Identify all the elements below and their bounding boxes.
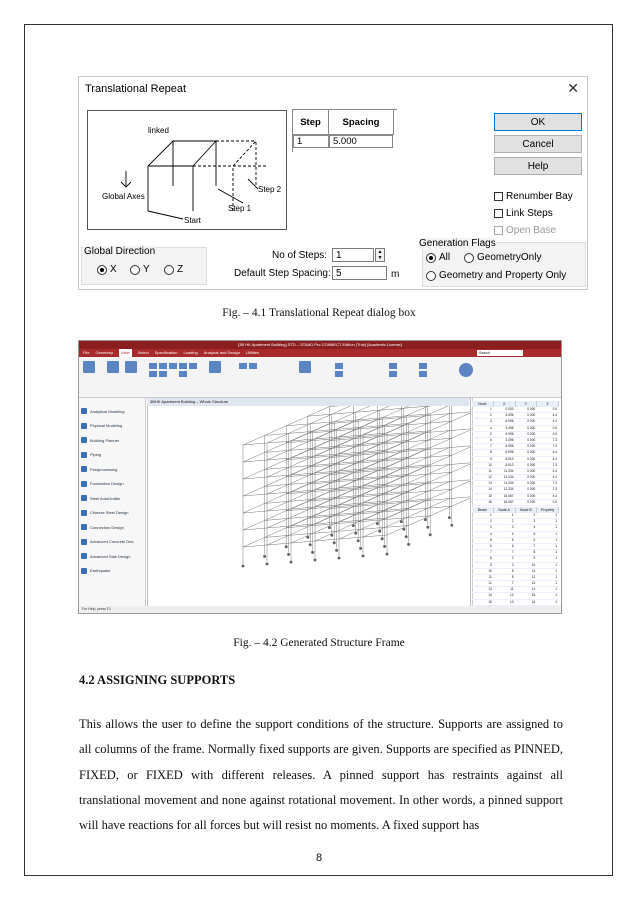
support-node [330,534,333,537]
table-cell: 0.000 [527,444,536,449]
sidebar-item-label: Chinese Steel Design [90,510,129,515]
support-node [333,541,336,544]
table-cell: 2 [511,519,514,524]
menu-item[interactable]: Utilities [245,350,259,355]
sidebar-item[interactable] [81,479,124,489]
default-step-spacing-input[interactable]: 5 [332,266,387,280]
support-node [287,553,290,556]
default-step-spacing-label: Default Step Spacing: [234,268,331,279]
column-header: Y [516,401,538,407]
table-cell: 11.334 [503,468,514,473]
menu-item[interactable]: File [83,350,90,355]
table-cell: 2 [533,513,536,517]
close-icon[interactable]: ✕ [567,80,579,96]
app-status-bar: For Help, press F1 [79,606,561,613]
table-cell: 15 [509,612,514,614]
table-cell: 6 [511,543,514,548]
table-cell: 1 [555,550,557,555]
sidebar-item-label: Earthquake [90,568,111,573]
support-node [357,539,360,542]
support-node [242,565,245,568]
search-input[interactable]: Search [477,350,523,356]
table-cell: 16 [531,599,536,604]
table-cell: 3 [489,419,492,424]
workflow-icon [81,510,87,516]
table-cell: 1 [555,568,557,573]
table-cell: 11.334 [503,481,514,486]
table-cell: 17 [488,612,492,614]
workflow-icon [81,553,87,559]
ok-button[interactable]: OK [494,113,582,131]
diagram-label-global-axes: Global Axes [102,192,145,201]
table-cell: 3 [511,525,514,530]
support-node [378,530,381,533]
table-cell: 3.496 [505,413,514,418]
checkbox-box [494,226,503,235]
table-cell: 15 [488,493,492,498]
table-cell: 0.000 [527,481,536,486]
table-cell: 7 [489,444,492,449]
nodes-table [472,401,559,506]
radio-circle[interactable] [130,265,140,275]
figure-caption-1: Fig. – 4.1 Translational Repeat dialog box [222,307,416,319]
table-cell: 1 [511,513,514,517]
table-cell: 0.000 [527,456,536,461]
table-cell: 12 [531,574,536,579]
table-cell: 2 [489,413,492,418]
column-header: Beam [472,507,494,513]
viewport-tab[interactable]: 3BHK Apartment Building – Whole Structure [147,398,469,406]
workflow-icon [81,568,87,574]
table-cell: 0.000 [527,468,536,473]
column-header: Property [537,507,559,513]
support-node [266,563,269,566]
cell-spacing[interactable]: 5.000 [329,135,393,148]
frame-member [449,463,470,465]
table-cell: 6 [489,543,492,548]
support-node [426,526,429,529]
support-node [309,543,312,546]
radio-z[interactable] [164,264,183,275]
table-cell: 7 [511,581,514,586]
support-node [429,533,432,536]
column-header: Node B [516,507,538,513]
table-cell: 4.4 [552,413,557,418]
col-header-step: Step [293,110,329,135]
help-button[interactable]: Help [494,157,582,175]
table-cell: 14 [531,587,536,592]
table-cell: 12 [488,581,492,586]
sidebar-item-label: Advanced Slab Design [90,553,131,559]
sidebar-item-label: Foundation Design [90,481,124,486]
diagram-label-linked: linked [148,126,169,135]
table-cell: 1 [555,537,557,542]
table-cell: 4.4 [552,456,557,461]
workflow-icon [81,539,87,545]
table-cell: 8.913 [505,462,514,467]
table-cell: 14 [488,593,492,598]
table-cell: 0.0 [552,407,557,411]
app-sidebar [79,398,146,606]
table-cell: 0.000 [527,437,536,442]
table-cell: 1 [555,525,557,530]
table-cell: 9 [489,456,492,461]
no-of-steps-label: No of Steps: [272,250,328,261]
table-cell: 4 [489,425,492,430]
table-cell: 11 [531,568,536,573]
sidebar-item[interactable] [81,508,128,518]
no-of-steps-input[interactable]: 1 [332,248,374,262]
table-cell: 0.0 [552,425,557,430]
table-cell: 2 [511,556,514,561]
table-cell: 13.334 [503,475,514,480]
link-steps-label: Link Steps [506,208,553,219]
column-header: X [494,401,516,407]
table-cell: 11 [488,574,492,579]
table-cell: 6.996 [505,419,514,424]
table-cell: 13 [488,481,492,486]
table-row[interactable] [472,500,559,506]
frame-member [449,446,470,448]
table-cell: 6.996 [505,444,514,449]
table-cell: 7 [511,550,514,555]
workflow-icon [81,466,87,472]
table-cell: 1 [489,407,492,411]
table-cell: 0.000 [527,499,536,504]
table-cell: 16.067 [503,493,514,498]
radio-geometry-only-label: GeometryOnly [477,252,542,263]
table-cell: 4.4 [552,493,557,498]
table-cell: 1 [555,543,557,548]
checkbox-box[interactable] [494,192,503,201]
menu-item[interactable]: Loading [183,350,198,355]
support-node [405,535,408,538]
menu-item[interactable]: Geometry [95,350,114,355]
table-cell: 1 [555,556,557,561]
table-cell: 13 [509,599,514,604]
table-cell: 10 [488,568,492,573]
checkbox-box[interactable] [494,209,503,218]
sidebar-item[interactable] [81,537,134,547]
dialog-title: Translational Repeat [85,83,187,95]
radio-x-label: X [110,264,117,275]
table-cell: 1 [555,581,557,586]
table-cell: 1 [555,574,557,579]
staad-app-screenshot [78,340,562,614]
support-node [352,524,355,527]
column-header: Z [537,401,559,407]
table-cell: 5 [489,431,492,436]
menu-item[interactable]: View [121,350,130,355]
frame-member [449,429,470,431]
sidebar-item[interactable] [81,522,124,532]
table-cell: 16 [488,499,492,504]
workflow-icon [81,481,87,487]
support-node [359,547,362,550]
table-cell: 5 [511,537,514,542]
table-cell: 8 [489,450,492,455]
table-cell: 5 [511,568,514,573]
radio-circle[interactable] [97,265,107,275]
table-cell: 0.000 [527,475,536,480]
table-cell: 13 [488,587,492,592]
table-cell: 7.3 [552,437,557,442]
sidebar-item[interactable] [81,421,122,431]
spacing-unit: m [391,269,400,280]
table-cell: 7.3 [552,481,557,486]
table-cell: 0.000 [505,407,514,411]
table-cell: 8 [511,574,514,579]
table-cell: 18 [531,612,536,614]
workflow-icon [81,437,87,443]
table-cell: 7.3 [552,444,557,449]
support-node [354,532,357,535]
sidebar-item[interactable] [81,435,119,445]
table-cell: 10 [531,562,536,567]
support-node [376,522,379,525]
table-cell: 0.0 [552,499,557,504]
table-cell: 16.067 [503,499,514,504]
table-cell: 8 [533,550,536,555]
table-cell: 6.996 [505,450,514,455]
support-node [424,518,427,521]
radio-all-label: All [439,252,451,263]
support-node [448,516,451,519]
sidebar-item-label: Building Planner [90,437,120,443]
table-cell: 1 [555,519,557,524]
support-node [335,549,338,552]
sidebar-item[interactable] [81,406,124,416]
table-cell: 11 [510,587,514,592]
radio-circle[interactable] [164,265,174,275]
radio-geometry-only[interactable] [464,252,541,263]
table-cell: 5 [489,537,492,542]
renumber-bay-checkbox[interactable] [494,191,573,202]
section-heading: 4.2 ASSIGNING SUPPORTS [79,673,236,687]
table-cell: 4 [511,531,514,536]
steps-spinner[interactable]: ▲ ▼ [375,248,385,262]
table-cell: 1 [555,612,557,614]
table-cell: 3.496 [505,425,514,430]
table-cell: 1 [555,599,557,604]
table-cell: 1 [555,513,557,517]
support-node [290,561,293,564]
table-cell: 0.000 [527,462,536,467]
workflow-icon [81,524,87,530]
cell-step[interactable]: 1 [293,135,329,148]
radio-y-label: Y [143,264,150,275]
table-cell: 3.496 [505,437,514,442]
table-cell: 8 [489,556,492,561]
radio-circle[interactable] [426,253,436,263]
frame-member [449,412,470,414]
table-cell: 6 [489,437,492,442]
step-spacing-table [293,110,395,151]
support-node [306,536,309,539]
table-cell: 0.000 [527,425,536,430]
table-cell: 0.000 [527,431,536,436]
table-cell: 14 [488,487,492,492]
table-cell: 12 [488,475,492,480]
table-cell: 4.4 [552,475,557,480]
table-cell: 15 [488,599,492,604]
repeat-diagram [87,110,287,230]
table-cell: 9 [489,562,492,567]
table-cell: 0.000 [527,493,536,498]
table-cell: 4 [533,525,536,530]
global-direction-label: Global Direction [84,246,156,257]
diagram-label-start: Start [184,216,201,225]
table-cell: 11 [488,468,492,473]
table-cell: 1 [555,562,557,567]
body-paragraph: This allows the user to define the support conditions of the structure. Supports are assigned to all columns of the frame. Normally fixed supports are given. Supports are specified as PINNED, FIXED, or FIXED with different releases. A pinned support has restraints against all translational movement and none against rotational movement. In other words, a pinned support will have reactions for all forces but will resist no moments. A fixed support has [79,717,563,833]
diagram-label-step1: Step 1 [228,204,252,213]
generation-flags-label: Generation Flags [419,238,496,249]
table-cell: 8.913 [505,456,514,461]
support-node [400,520,403,523]
radio-circle[interactable] [464,253,474,263]
repeat-diagram-svg [88,111,286,229]
radio-geometry-property[interactable] [426,270,566,281]
support-node [381,537,384,540]
workflow-icon [81,423,87,429]
support-node [450,524,453,527]
table-cell: 13 [531,581,536,586]
sidebar-item-label: Piping [90,452,102,457]
table-cell: 7 [533,543,536,548]
table-cell: 15 [531,593,536,598]
radio-circle[interactable] [426,271,436,281]
support-node [386,553,389,556]
support-node [383,545,386,548]
table-cell: 0.000 [527,419,536,424]
table-cell: 10 [488,462,492,467]
table-cell: 12.334 [503,487,514,492]
table-cell: 0.000 [527,407,536,411]
workflow-icon [81,408,87,414]
sidebar-item-label: Analytical Modeling [90,408,125,414]
frame-member [449,497,470,499]
sidebar-item-label: Steel AutoDrafter [90,495,121,501]
table-cell: 0.000 [527,450,536,455]
link-steps-checkbox[interactable] [494,208,553,219]
table-cell: 1 [489,513,492,517]
support-node [407,543,410,546]
cancel-button[interactable]: Cancel [494,135,582,153]
sidebar-item-label: Advanced Concrete Des. [90,539,135,544]
table-cell: 4.4 [552,419,557,424]
sidebar-item[interactable] [81,551,130,561]
renumber-bay-label: Renumber Bay [506,191,573,202]
table-cell: 7.3 [552,462,557,467]
support-node [362,555,365,558]
ribbon-icons [79,357,561,397]
table-cell: 1 [555,587,557,592]
support-node [311,551,314,554]
workflow-icon [81,495,87,501]
support-node [338,557,341,560]
table-cell: 6.996 [505,431,514,436]
table-cell: 12 [509,593,514,598]
app-viewport[interactable] [147,398,471,608]
menu-item[interactable]: Select [137,350,149,355]
sidebar-item-label: Postprocessing [90,466,118,472]
table-cell: 0.000 [527,413,536,418]
column-header: Node [472,401,494,407]
support-node [314,559,317,562]
structure-frame-view [148,399,470,607]
table-cell: 5 [533,531,536,536]
support-node [402,528,405,531]
table-cell: 1 [555,593,557,598]
support-node [263,555,266,558]
support-node [285,545,288,548]
table-cell: 1 [555,531,557,536]
table-cell: 7.3 [552,487,557,492]
beams-table [472,507,559,614]
table-cell: 4 [489,531,492,536]
table-cell: 9 [533,556,536,561]
frame-member [449,480,470,482]
table-cell: 4.4 [552,468,557,473]
column-header: Node A [494,507,516,513]
radio-y[interactable] [130,264,150,275]
support-node [328,526,331,529]
menu-item[interactable]: Specification [154,350,178,355]
table-cell: 6 [533,537,536,542]
radio-x[interactable] [97,264,117,275]
figure-caption-2: Fig. – 4.2 Generated Structure Frame [233,637,405,649]
table-cell: 3 [511,562,514,567]
sidebar-item[interactable] [81,566,110,576]
sidebar-item-label: Physical Modeling [90,423,123,428]
radio-geometry-property-label: Geometry and Property Only [439,270,567,281]
sidebar-item-label: Connection Design [90,524,124,530]
sidebar-item[interactable] [81,464,117,474]
table-cell: 3 [489,525,492,530]
open-base-checkbox [494,225,556,236]
table-cell: 7 [489,550,492,555]
menu-item[interactable]: Analysis and Design [203,350,240,355]
table-cell: 0.0 [552,431,557,436]
radio-all[interactable] [426,252,450,263]
table-cell: 3 [533,519,536,524]
radio-z-label: Z [177,264,184,275]
sidebar-item[interactable] [81,493,120,503]
table-cell: 4.4 [552,450,557,455]
sidebar-item[interactable] [81,450,101,460]
diagram-label-step2: Step 2 [258,185,282,194]
table-cell: 0.000 [527,487,536,492]
open-base-label: Open Base [506,225,557,236]
workflow-icon [81,452,87,458]
page-number: 8 [315,852,323,864]
col-header-spacing: Spacing [329,110,394,135]
translational-repeat-dialog [78,76,588,290]
table-cell: 2 [489,519,492,524]
app-title-bar: [3B HK Apartment Building].STD – STAAD.Pro CONNECT Edition (Trial) [Academic License] [79,341,561,349]
